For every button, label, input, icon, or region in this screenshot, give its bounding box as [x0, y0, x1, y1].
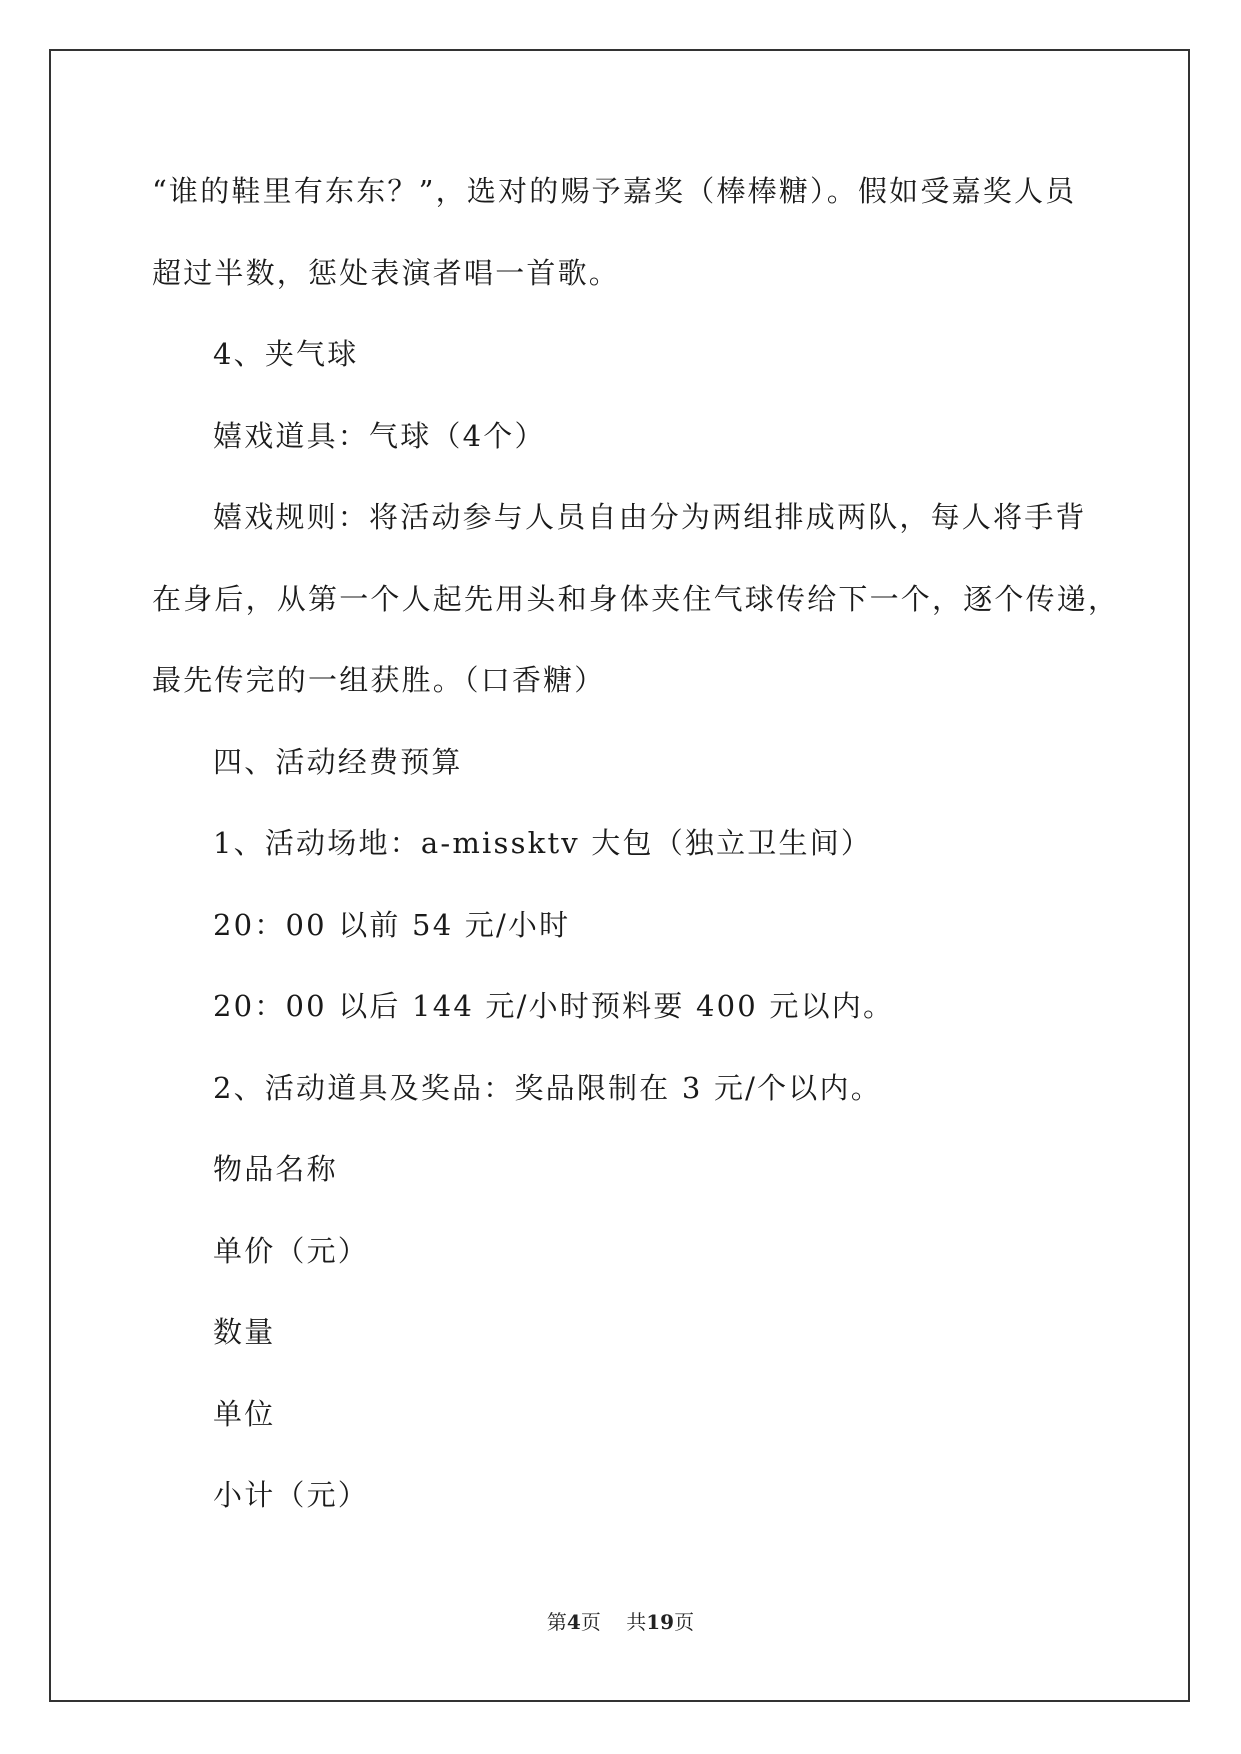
text-line: “谁的鞋里有东东？”，选对的赐予嘉奖（棒棒糖）。假如受嘉奖人员 [152, 174, 1077, 208]
total-pages-number: 19 [646, 1610, 675, 1634]
footer-total-prefix: 共 [626, 1610, 647, 1634]
page-footer [0, 1606, 1241, 1635]
text-line: 嬉戏道具：气球（4个） [213, 418, 546, 453]
text-line: 20：00 以前 54 元/小时 [213, 907, 571, 942]
footer-prefix: 第 [546, 1610, 567, 1634]
text-line: 超过半数，惩处表演者唱一首歌。 [152, 255, 621, 290]
text-line: 4、夹气球 [213, 337, 359, 371]
text-line: 2、活动道具及奖品：奖品限制在 3 元/个以内。 [213, 1070, 882, 1105]
text-line: 在身后，从第一个人起先用头和身体夹住气球传给下一个，逐个传递， [152, 581, 1120, 616]
text-line: 1、活动场地：a-missktv 大包（独立卫生间） [213, 826, 873, 860]
text-line: 嬉戏规则：将活动参与人员自由分为两组排成两队，每人将手背 [213, 500, 1087, 534]
text-line: 小计（元） [213, 1478, 370, 1512]
text-line: 数量 [213, 1315, 276, 1349]
current-page-number: 4 [566, 1610, 581, 1634]
text-line: 单价（元） [213, 1233, 370, 1268]
text-line: 物品名称 [213, 1152, 338, 1186]
text-line: 最先传完的一组获胜。（口香糖） [152, 663, 606, 697]
document-body [152, 160, 1120, 1546]
footer-page-word: 页 [580, 1610, 601, 1634]
text-line: 四、活动经费预算 [213, 744, 463, 779]
footer-total-suffix: 页 [674, 1610, 695, 1634]
text-line: 20：00 以后 144 元/小时预料要 400 元以内。 [213, 989, 895, 1023]
text-line: 单位 [213, 1396, 276, 1431]
